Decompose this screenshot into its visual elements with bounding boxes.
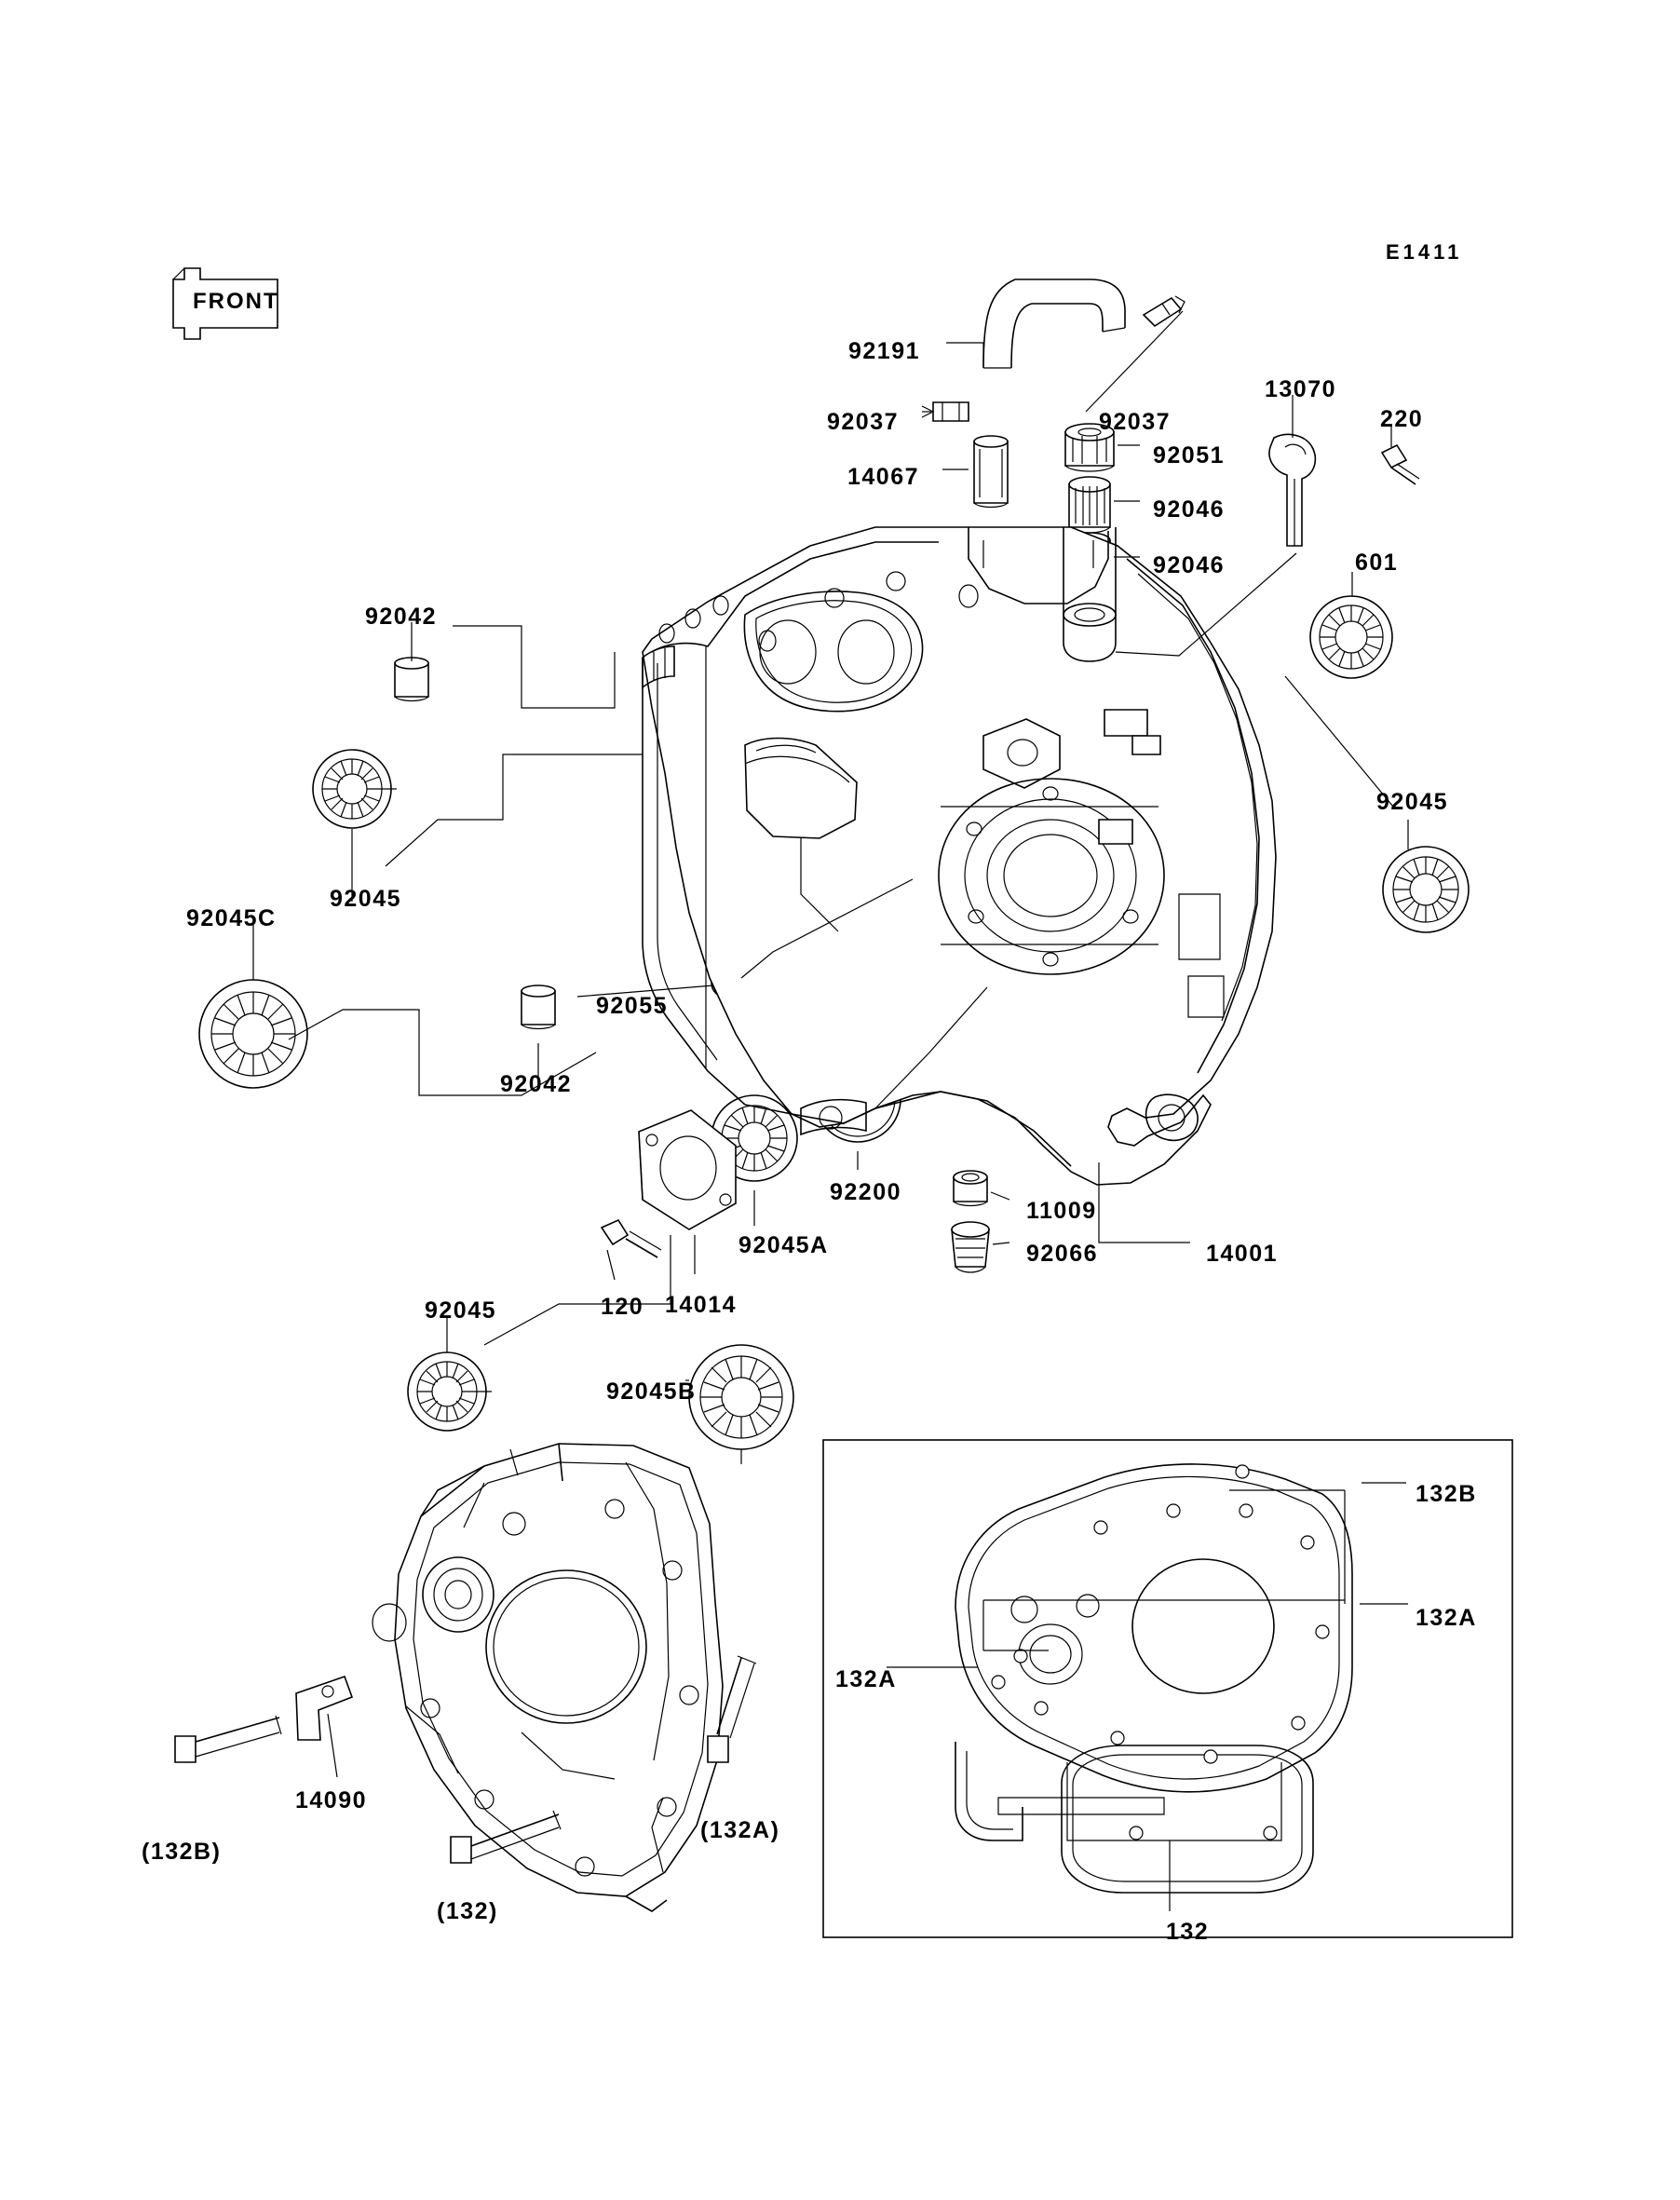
- part-601-bearing: [1310, 596, 1392, 678]
- front-badge-label: FRONT: [193, 289, 279, 314]
- label-132B: 132B: [1416, 1481, 1477, 1507]
- part-92045C-bearing: [199, 980, 307, 1088]
- label-14001: 14001: [1206, 1241, 1279, 1267]
- label-92037-right: 92037: [1099, 409, 1172, 435]
- part-132B-bolt: [175, 1716, 281, 1762]
- label-132A-paren: (132A): [700, 1817, 780, 1843]
- part-14001-crankcase: [643, 527, 1276, 1185]
- part-92045-bearing-lower-left: [408, 1352, 492, 1431]
- part-92191-hose: [983, 279, 1125, 368]
- label-132A-right: 132A: [1416, 1605, 1477, 1631]
- label-132-paren: (132): [437, 1898, 498, 1924]
- label-14090: 14090: [295, 1787, 368, 1813]
- label-132: 132: [1166, 1919, 1210, 1945]
- label-132B-paren: (132B): [142, 1839, 222, 1865]
- label-92055: 92055: [596, 993, 669, 1019]
- part-92042-pin-upper: [395, 658, 428, 701]
- part-92045-bearing-left-upper: [313, 750, 397, 828]
- front-badge: [172, 268, 279, 335]
- label-132A-left: 132A: [835, 1666, 897, 1692]
- label-92045-right: 92045: [1376, 789, 1449, 815]
- part-92037-clamp-right: [1144, 296, 1185, 326]
- part-crankcase-cover: [373, 1444, 723, 1911]
- label-92051: 92051: [1153, 442, 1226, 469]
- part-220-bolt: [1382, 445, 1419, 484]
- label-92037-left: 92037: [827, 409, 900, 435]
- label-120: 120: [601, 1294, 644, 1320]
- label-13070: 13070: [1265, 376, 1337, 402]
- inset-bolt-locations-box: [823, 1440, 1512, 1937]
- label-92046-lower: 92046: [1153, 552, 1226, 578]
- label-220: 220: [1380, 406, 1424, 432]
- label-14067: 14067: [847, 464, 920, 490]
- label-92045-left-upper: 92045: [330, 886, 402, 912]
- label-92066: 92066: [1026, 1241, 1099, 1267]
- label-92046-upper: 92046: [1153, 496, 1226, 523]
- label-92042-lower: 92042: [500, 1071, 573, 1097]
- label-92045C: 92045C: [186, 905, 277, 931]
- label-601: 601: [1355, 550, 1399, 576]
- part-11009-gasket: [954, 1171, 987, 1206]
- part-14067-breather-pipe: [974, 436, 1008, 508]
- label-92200: 92200: [830, 1179, 902, 1205]
- label-92045B: 92045B: [606, 1378, 697, 1405]
- part-92066-plug: [952, 1222, 989, 1272]
- part-14090-bracket: [296, 1677, 352, 1740]
- sheet-code: E1411: [1386, 240, 1463, 264]
- part-92046-bearing-upper: [1069, 477, 1110, 533]
- label-92045-lower-left: 92045: [425, 1297, 497, 1324]
- label-92045A: 92045A: [738, 1232, 829, 1258]
- label-14014: 14014: [665, 1292, 738, 1318]
- label-92191: 92191: [848, 338, 921, 364]
- part-92045B-bearing: [689, 1345, 793, 1449]
- part-120-bolt: [602, 1220, 661, 1257]
- part-13070-guide: [1269, 434, 1315, 546]
- label-11009: 11009: [1026, 1198, 1097, 1224]
- part-92045-bearing-right: [1383, 847, 1469, 932]
- part-92042-pin-lower: [522, 985, 555, 1029]
- label-92042-upper: 92042: [365, 604, 438, 630]
